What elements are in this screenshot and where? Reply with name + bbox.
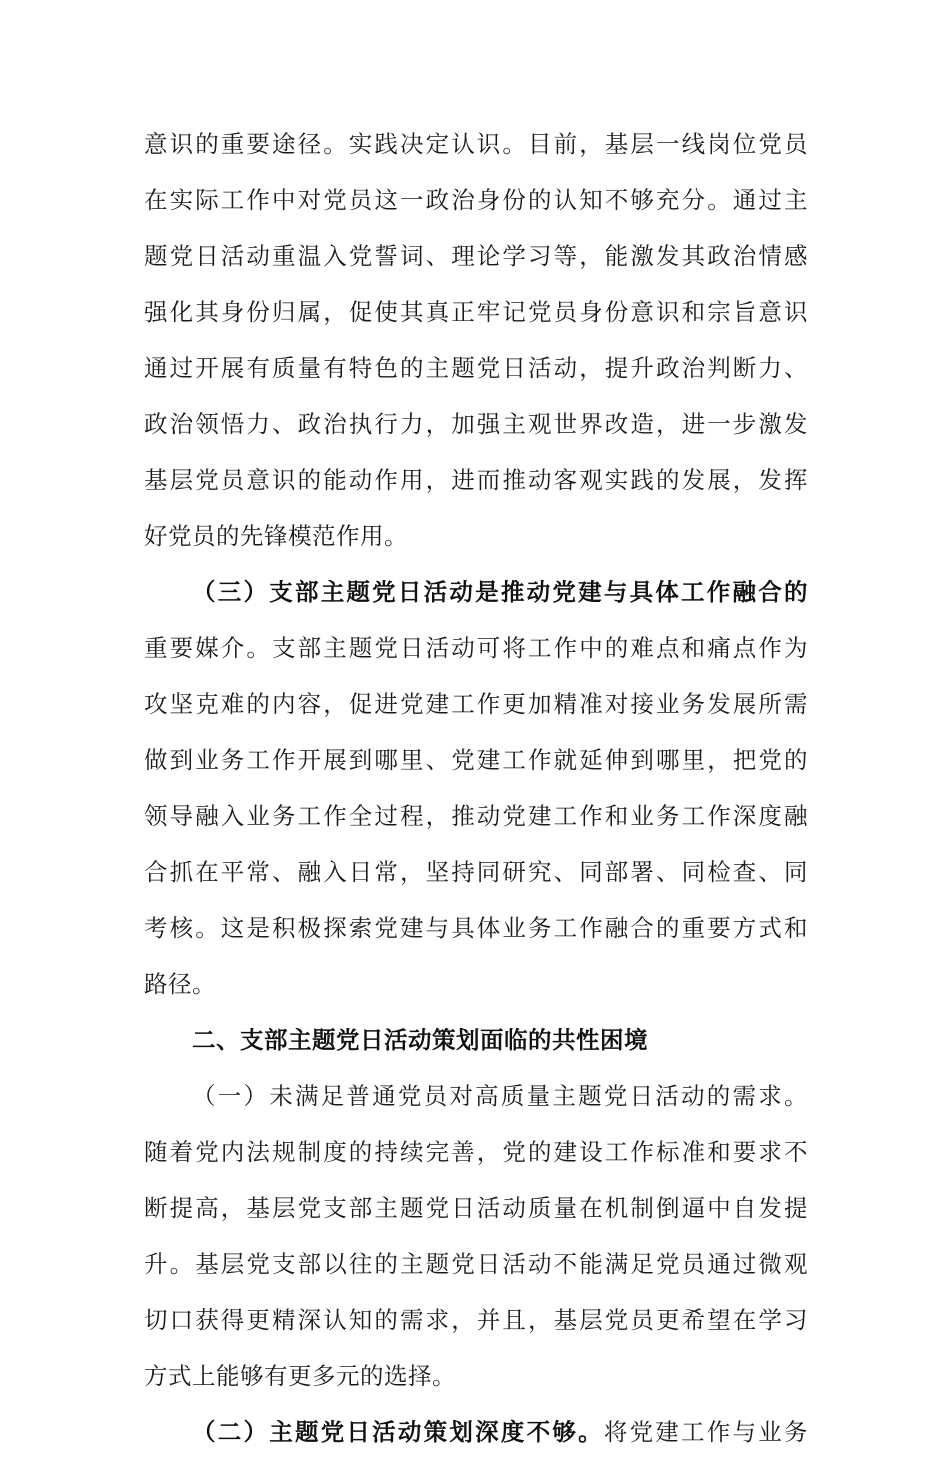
text-line: 领导融入业务工作全过程，推动党建工作和业务工作深度融 [144,802,808,830]
text-line: 重要媒介。支部主题党日活动可将工作中的难点和痛点作为 [144,634,808,662]
paragraph-consciousness [144,116,808,564]
text-line [144,1404,808,1460]
text-line: 政治领悟力、政治执行力，加强主观世界改造，进一步激发 [144,410,808,438]
paragraph-unmet-demand [144,1068,808,1404]
paragraph-integration-medium [144,564,808,1012]
text-line: 切口获得更精深认知的需求，并且，基层党员更希望在学习 [144,1306,808,1334]
subheading-line: （三）支部主题党日活动是推动党建与具体工作融合的 [192,578,808,606]
text-line: 在实际工作中对党员这一政治身份的认知不够充分。通过主 [144,186,808,214]
subheading-line: （一）未满足普通党员对高质量主题党日活动的需求。 [192,1082,808,1110]
text-line: 考核。这是积极探索党建与具体业务工作融合的重要方式和 [144,914,808,942]
section-heading-text: 二、支部主题党日活动策划面临的共性困境 [192,1026,648,1054]
text-line: 方式上能够有更多元的选择。 [144,1362,456,1390]
text-line: 基层党员意识的能动作用，进而推动客观实践的发展，发挥 [144,466,808,494]
document-body [144,116,808,1460]
subheading-lead: （二）主题党日活动策划深度不够。 [192,1418,604,1446]
subheading-rest: 将党建工作与业务 [603,1418,809,1446]
text-line: 攻坚克难的内容，促进党建工作更加精准对接业务发展所需 [144,690,808,718]
text-line: 强化其身份归属，促使其真正牢记党员身份意识和宗旨意识 [144,298,808,326]
text-line: 升。基层党支部以往的主题党日活动不能满足党员通过微观 [144,1250,808,1278]
text-line: 意识的重要途径。实践决定认识。目前，基层一线岗位党员 [144,130,808,158]
text-line: 通过开展有质量有特色的主题党日活动，提升政治判断力、 [144,354,808,382]
text-line: 随着党内法规制度的持续完善，党的建设工作标准和要求不 [144,1138,808,1166]
text-line: 好党员的先锋模范作用。 [144,522,408,550]
text-line: 断提高，基层党支部主题党日活动质量在机制倒逼中自发提 [144,1194,808,1222]
section-heading [144,1012,808,1068]
paragraph-planning-depth [144,1404,808,1460]
text-line: 题党日活动重温入党誓词、理论学习等，能激发其政治情感 [144,242,808,270]
text-line: 路径。 [144,970,216,998]
text-line: 做到业务工作开展到哪里、党建工作就延伸到哪里，把党的 [144,746,808,774]
text-line: 合抓在平常、融入日常，坚持同研究、同部署、同检查、同 [144,858,808,886]
